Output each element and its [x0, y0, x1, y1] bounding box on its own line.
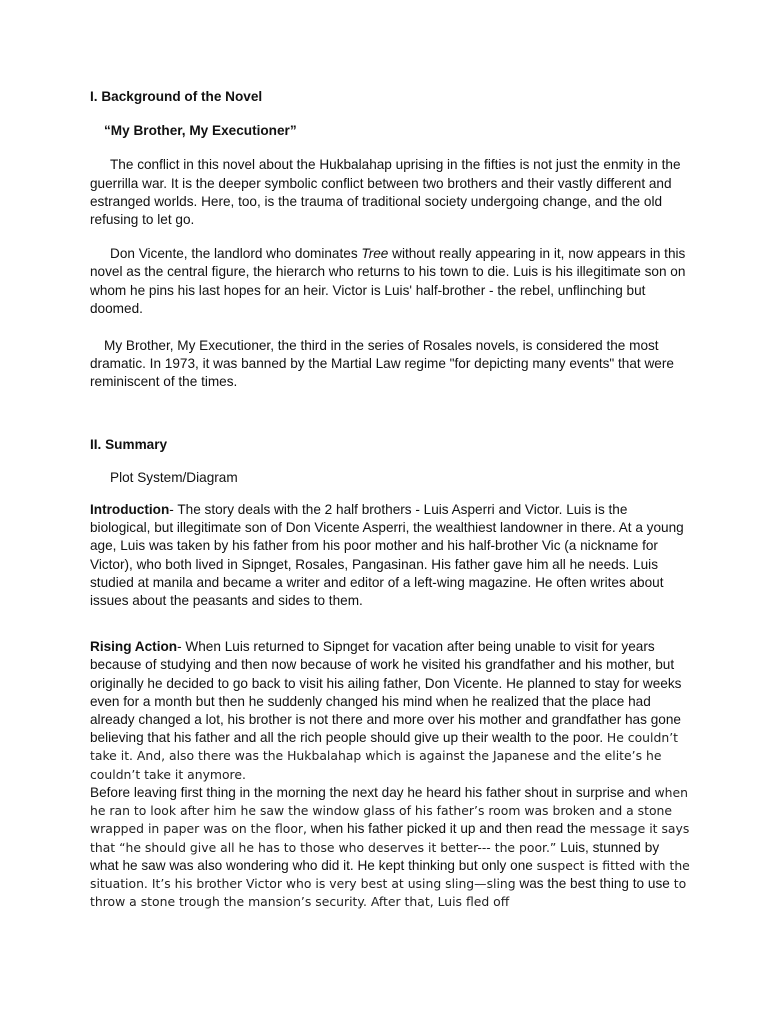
rising-continued-a: Before leaving first thing in the morning the next day he heard his father shout in surprise and: [90, 784, 651, 800]
paragraph-rosales-novels: My Brother, My Executioner, the third in the series of Rosales novels, is considered the most dramatic. In 1973, it was banned by the Martial Law regime "for depicting many events" that were reminiscent of the times.: [90, 338, 674, 390]
section-heading-summary: II. Summary: [90, 436, 168, 452]
introduction-text: - The story deals with the 2 half brothers - Luis Asperri and Victor. Luis is the biological, but illegitimate son of Don Vicente Asperri, the wealthiest landowner in there. At a young age, Luis was taken by his father from his poor mother and his half-brother Vic (a nickname for Victor), who both lived in Sipnget, Rosales, Pangasinan. His father gave him all he needs. Luis studied at manila and became a writer and editor of a left-wing magazine. He often writes about issues about the peasants and sides to them.: [90, 502, 684, 609]
rising-continued-b: when he ran to look after him he saw the window glass of his father’s room was broken and a stone wrapped in paper was on the floor,: [90, 784, 688, 837]
rising-continued-d: message it says that “he should give all he has to those who deserves it better--- the poor.”: [90, 821, 690, 855]
rising-action-text-alt: He couldn’t take it. And, also there was the Hukbalahap which is against the Japanese and the elite’s he couldn’t take it anymore.: [90, 730, 678, 782]
paragraph-introduction: [90, 501, 690, 610]
section-heading-background: I. Background of the Novel: [90, 89, 263, 104]
plot-system-label: Plot System/Diagram: [110, 469, 238, 485]
rising-continued-f: suspect is fitted with the situation. It’s his brother Victor who is very best at using sling—sling: [90, 857, 690, 891]
rising-continued-h: to throw a stone trough the mansion’s security. After that, Luis fled off: [90, 875, 687, 910]
introduction-label: Introduction: [90, 502, 170, 518]
paragraph-rising-action: [90, 638, 690, 784]
rising-continued-e: Luis, stunned by what he saw was also wondering who did it. He kept thinking but only one: [90, 839, 660, 873]
paragraph-conflict: The conflict in this novel about the Hukbalahap uprising in the fifties is not just the enmity in the guerrilla war. It is the deeper symbolic conflict between two brothers and their vastly different and estranged worlds. Here, too, is the trauma of traditional society undergoing change, and the old refusing to let go.: [90, 157, 681, 228]
paragraph-rising-action-continued: [90, 784, 690, 911]
document-page: [90, 88, 690, 911]
rising-continued-g: was the best thing to use: [519, 875, 670, 891]
rising-action-text: - When Luis returned to Sipnget for vacation after being unable to visit for years because of studying and then now because of work he visited his grandfather and his mother, but originally he decided to go back to visit his ailing father, Don Vicente. He planned to stay for weeks even for a month but then he suddenly changed his mind when he realized that the place had already changed a lot, his brother is not there and more over his mother and grandfather has gone believing that his father and all the rich people should give up their wealth to the poor.: [90, 639, 682, 746]
italic-title-tree: Tree: [361, 246, 389, 262]
paragraph-don-vicente-part2: without really appearing in it, now appears in this novel as the central figure, the hierarch who returns to his town to die. Luis is his illegitimate son on whom he pins his last hopes for an heir. Victor is Luis' half-brother - the rebel, unflinching but doomed.: [90, 246, 686, 316]
paragraph-don-vicente: [90, 245, 690, 318]
paragraph-don-vicente-part1: Don Vicente, the landlord who dominates: [110, 246, 362, 262]
novel-title: “My Brother, My Executioner”: [104, 123, 297, 139]
rising-continued-c: when his father picked it up and then read the: [306, 821, 586, 837]
rising-action-label: Rising Action: [90, 639, 178, 655]
